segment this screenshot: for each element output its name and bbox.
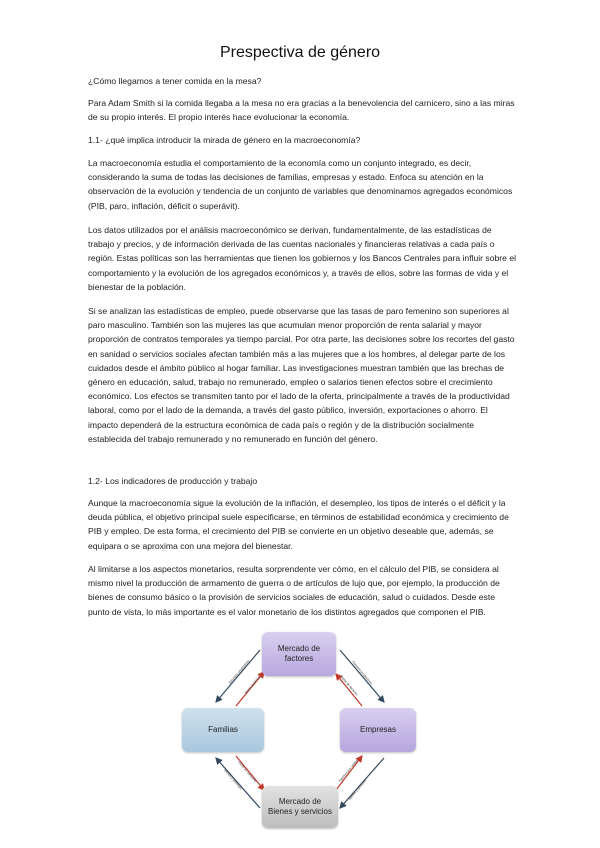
label-br-inner: Ingresos por ventas — [337, 758, 359, 783]
paragraph-datos: Los datos utilizados por el análisis macroeconómico se derivan, fundamentalmente, de las estadísticas de trabajo y precios, y de información derivada de las cuentas nacionales y financieras relativas a cada país o región. Estas políticas son las herramientas que tienen los gobiernos y los Bancos Centrales para influir sobre el comportamiento y la evolución de los agregados económicos y, a través de ellos, sobre las formas de vida y el bienestar de la población. — [88, 225, 517, 292]
page-title: Prespectiva de género — [219, 44, 381, 61]
mercado-bienes-box — [262, 786, 338, 828]
paragraph-empleo: Si se analizan las estadísticas de empleo, puede observarse que las tasas de paro femenino son superiores al paro masculino. También son las mujeres las que acumulan menor proporción de renta salarial y mayor proporción de contratos temporales ya tiempo parcial. Por otra parte, las decisiones sobre los recortes del gasto en sanidad o servicios sociales afectan también más a las mujeres que a los hombres, al delegar parte de los cuidados desde el ámbito público al hogar familiar. Las investigaciones muestran también que las brechas de género en educación, salud, trabajo no remunerado, empleo o salarios tienen efectos sobre el crecimiento económico. Los efectos se transmiten tanto por el lado de la oferta, principalmente a través de la productividad laboral, como por el lado de la demanda, a través del gasto público, inversión, exportaciones o ahorro. El impacto dependerá de la estructura económica de cada país o región y de la distribución socialmente establecida del trabajo remunerado y no remunerado en función del género. — [88, 306, 515, 444]
familias-box — [182, 708, 264, 752]
arrow-tr-outer — [340, 650, 384, 702]
familias-label: Familias — [208, 725, 238, 734]
paragraph-indicadores: Aunque la macroeconomía sigue la evolución de la inflación, el desempleo, los tipos de interés o el déficit y la deuda pública, el objetivo principal suele especificarse, en términos de estabilidad económica y crecimiento de PIB y empleo. De esta forma, el crecimiento del PIB se convierte en un objetivo deseable que, además, se equipara o se aproxima con una mejora del bienestar. — [88, 498, 509, 551]
label-tr-inner: Pagos de factores — [339, 674, 359, 697]
paragraph-macroeconomia: La macroeconomía estudia el comportamiento de la economía como un conjunto integrado, es decir, considerando la suma de todas las decisiones de familias, empresas y estado. Enfoca su atención en la observación de la evolución y tendencia de un conjunto de variables que denominamos agregados económicos (PIB, paro, inflación, déficit o superávit). — [88, 158, 513, 211]
question-line: ¿Cómo llegamos a tener comida en la mesa? — [88, 76, 262, 86]
paragraph-adam-smith: Para Adam Smith si la comida llegaba a la mesa no era gracias a la benevolencia del carnicero, sino a las miras de su propio interés. El propio interés hace evolucionar la economía. — [88, 98, 515, 123]
mercado-bienes-label: Mercado de Bienes y servicios — [267, 797, 333, 816]
arrow-tr-inner — [336, 674, 362, 706]
mercado-factores-box — [262, 632, 336, 676]
label-tr-outer: Factores productivos — [351, 660, 374, 686]
empresas-box — [340, 708, 416, 752]
section-heading-1-1: 1.1- ¿qué implica introducir la mirada de género en la macroeconomía? — [88, 135, 361, 145]
circular-flow-diagram — [180, 632, 420, 832]
paragraph-pib: Al limitarse a los aspectos monetarios, resulta sorprendente ver cómo, en el cálculo del PIB, se considera al mismo nivel la producción de armamento de guerra o de artículos de lujo que, por ejemplo, la producción de bienes de consumo básico o la provisión de servicios sociales de educación, salud o cuidados. Desde este punto de vista, lo más importante es el valor monetario de los distintos agregados que componen el PIB. — [88, 564, 500, 617]
label-br-outer: Bienes y servicios — [347, 778, 368, 801]
label-bl-inner: Gasto en consumo — [237, 760, 258, 784]
empresas-label: Empresas — [359, 725, 396, 734]
label-tl-outer: Servicios productivos — [227, 658, 251, 685]
mercado-factores-label: Mercado de factores — [277, 644, 321, 663]
section-heading-1-2: 1.2- Los indicadores de producción y trabajo — [88, 476, 258, 486]
label-bl-outer: Bienes y servicios — [223, 768, 243, 791]
label-tl-inner: Renta (salarios) — [243, 674, 262, 695]
